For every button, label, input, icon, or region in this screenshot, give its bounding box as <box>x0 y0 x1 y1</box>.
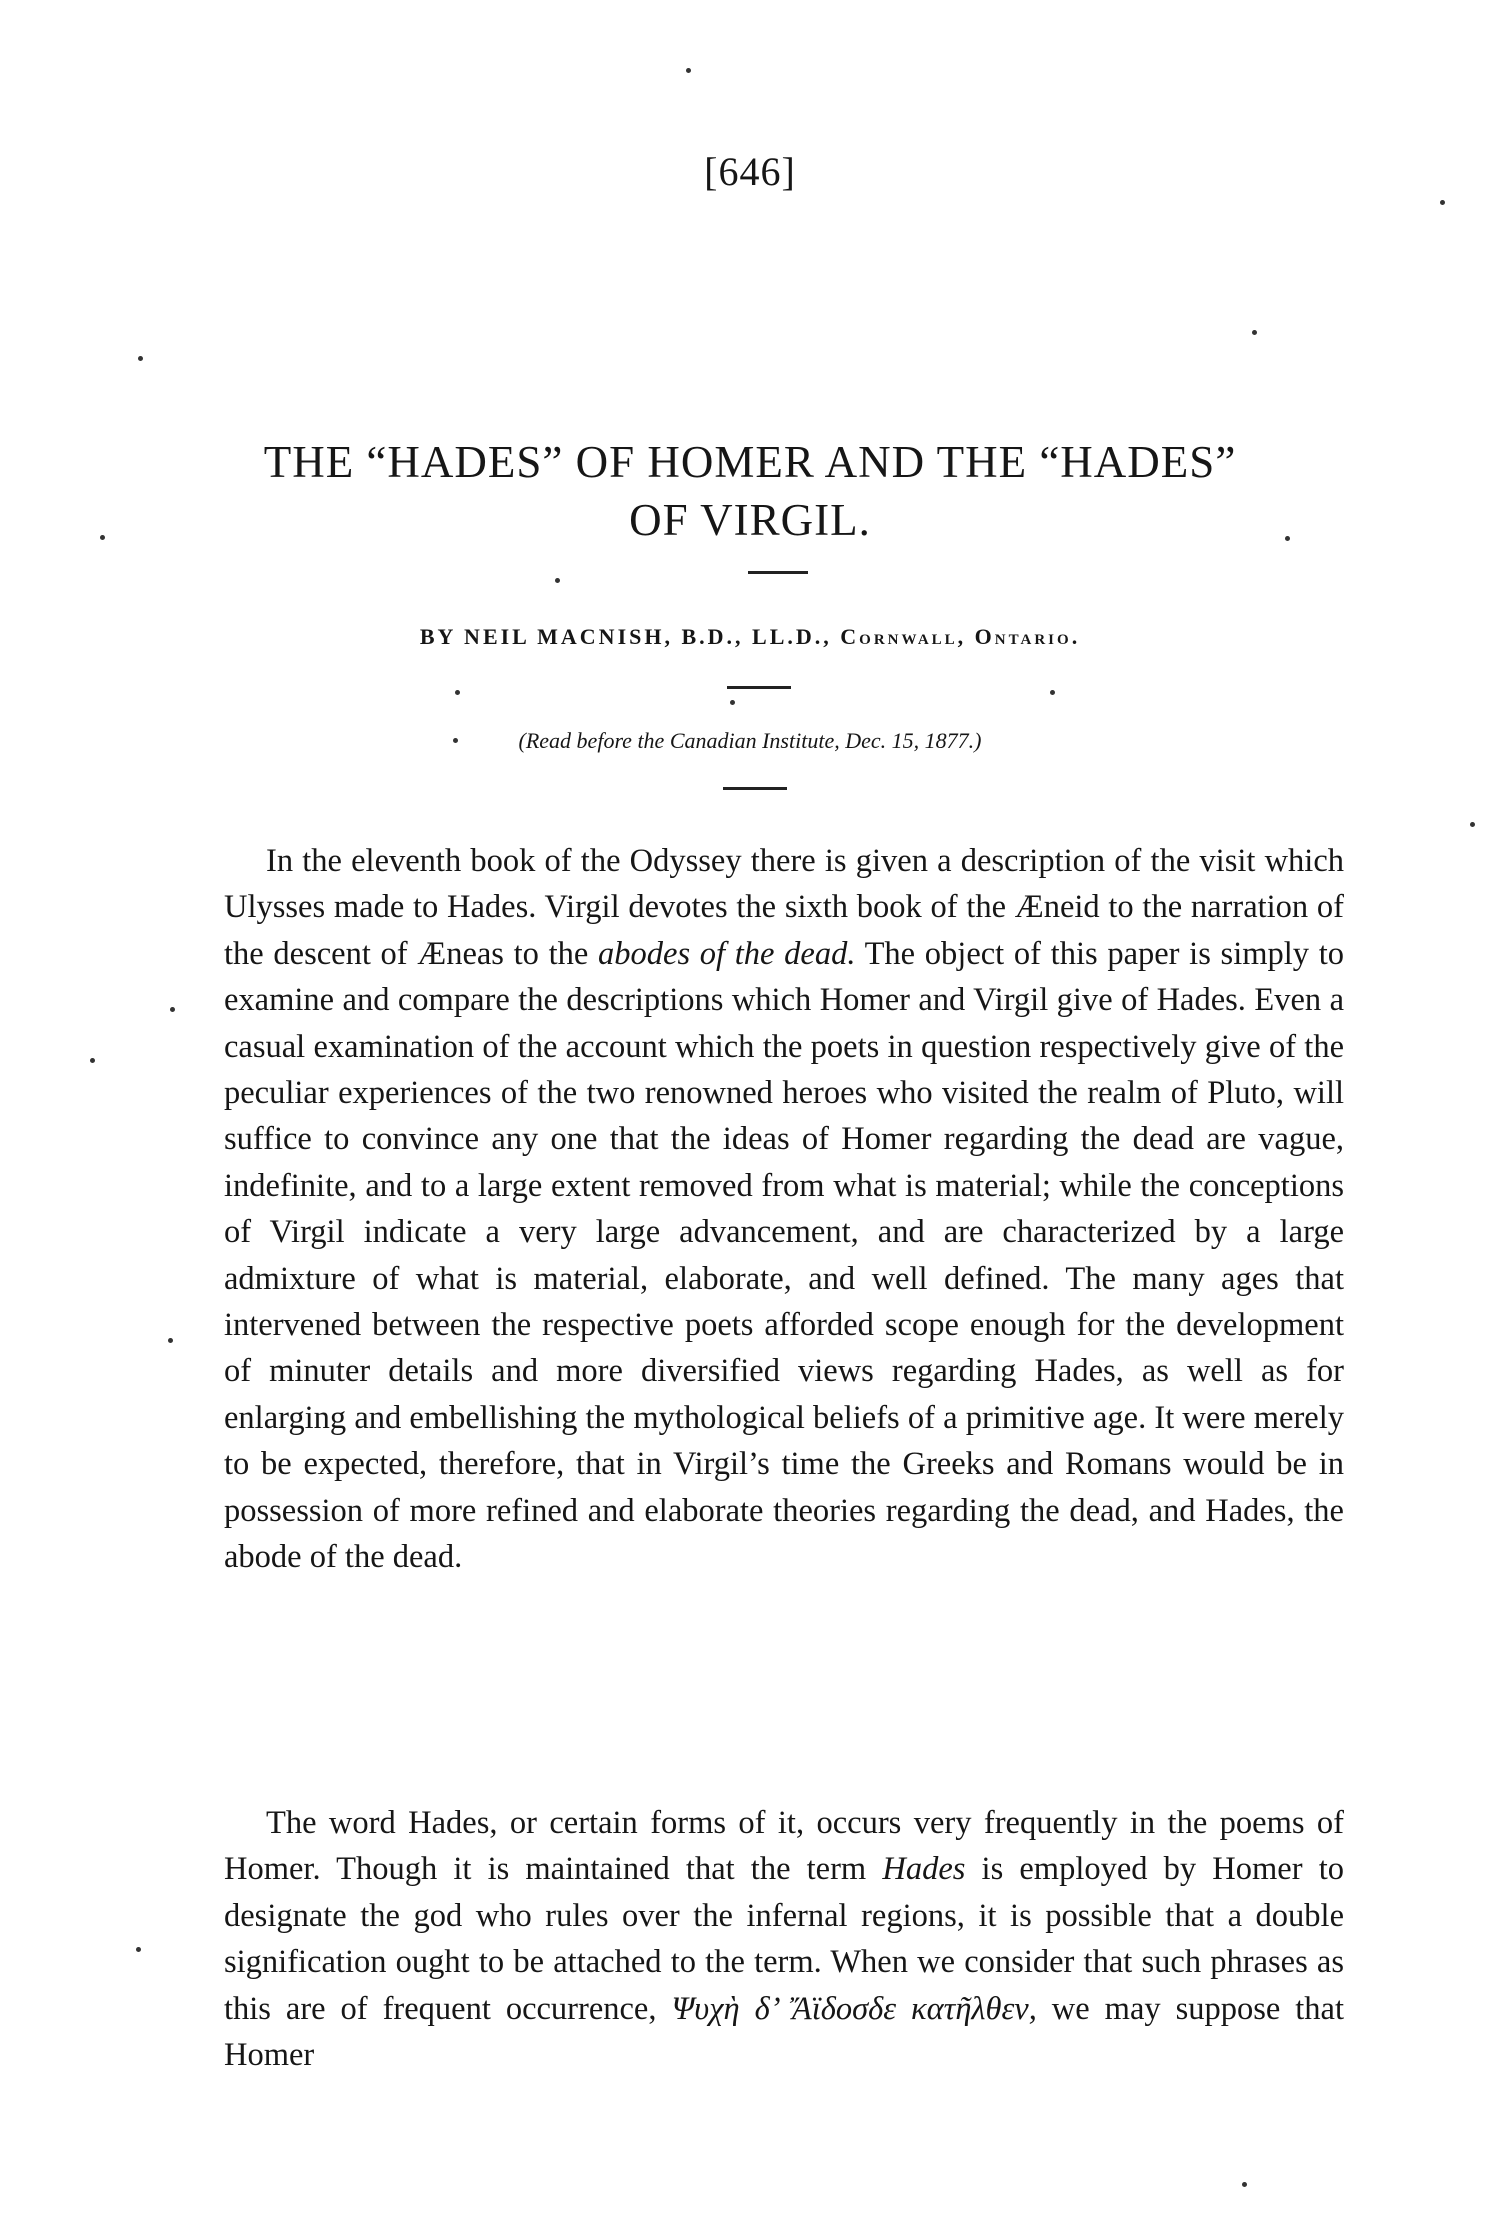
note-rule <box>723 787 787 790</box>
byline-author: BY NEIL MACNISH, B.D., LL.D., <box>419 624 841 649</box>
title-line-1: THE “HADES” OF HOMER AND THE “HADES” <box>263 437 1237 487</box>
p1-italic-phrase: abodes of the dead. <box>598 935 856 972</box>
scan-speck <box>136 1947 141 1952</box>
scan-speck <box>1242 2182 1247 2187</box>
p2-text-mid: is employed by Homer to designate the god who rules over the infernal regions, it is possible that a double signification ought to be attached to the term. When we consider that such phrases as this are of frequent occurrence, <box>224 1851 1344 2027</box>
p2-greek-phrase: Ψυχὴ δ’ Ἄϊδοσδε κατῆλθεν, <box>671 1990 1037 2027</box>
read-note: (Read before the Canadian Institute, Dec. 15, 1877.) <box>518 728 982 753</box>
scan-speck <box>1050 690 1055 695</box>
scan-speck <box>555 578 560 583</box>
p2-text-start: The word Hades, or certain forms of it, occurs very frequently in the poems of Homer. Though it is maintained that the term <box>224 1805 1344 1888</box>
page-number: [646] <box>704 149 796 194</box>
scan-speck <box>1470 822 1475 827</box>
scan-speck <box>453 738 458 743</box>
p1-text-start: In the eleventh book of the Odyssey there is given a description of the visit which Ulysses made to Hades. Virgil devotes the sixth book of the Æneid to the narration of the descent of Æneas to the <box>224 843 1344 972</box>
scan-speck <box>730 700 735 705</box>
scan-speck <box>138 356 143 361</box>
p2-text-end: we may suppose that Homer <box>224 1990 1344 2074</box>
scan-speck <box>100 535 105 540</box>
scan-speck <box>90 1058 95 1063</box>
scan-speck <box>1285 536 1290 541</box>
byline-rule <box>727 686 791 689</box>
scan-speck <box>686 68 691 73</box>
scan-speck <box>168 1338 173 1343</box>
title-line-2: OF VIRGIL. <box>629 495 871 545</box>
body-paragraph-2 <box>224 1800 1344 2078</box>
scan-speck <box>1252 330 1257 335</box>
p2-italic-term: Hades <box>882 1851 966 1888</box>
p1-text-end: The object of this paper is simply to examine and compare the descriptions which Homer and Virgil give of Hades. Even a casual examination of the account which the poets in question respectively give of the peculiar experiences of the two renowned heroes who visited the realm of Pluto, will suffice to convince any one that the ideas of Homer regarding the dead are vague, indefinite, and to a large extent removed from what is material; while the conceptions of Virgil indicate a very large advancement, and are characterized by a large admixture of what is material, elaborate, and well defined. The many ages that intervened between the respective poets afforded scope enough for the development of minuter details and more diversified views regarding Hades, as well as for enlarging and embellishing the mythological beliefs of a primitive age. It were merely to be expected, therefore, that in Virgil’s time the Greeks and Romans would be in possession of more refined and elaborate theories regarding the dead, and Hades, the abode of the dead. <box>224 935 1345 1576</box>
scan-speck <box>1440 200 1445 205</box>
body-paragraph-1 <box>224 838 1344 1581</box>
title-rule <box>748 571 808 574</box>
byline <box>0 624 1500 650</box>
article-title <box>150 433 1350 549</box>
scan-speck <box>455 690 460 695</box>
scan-speck <box>170 1007 175 1012</box>
byline-place: Cornwall, Ontario. <box>840 624 1081 649</box>
